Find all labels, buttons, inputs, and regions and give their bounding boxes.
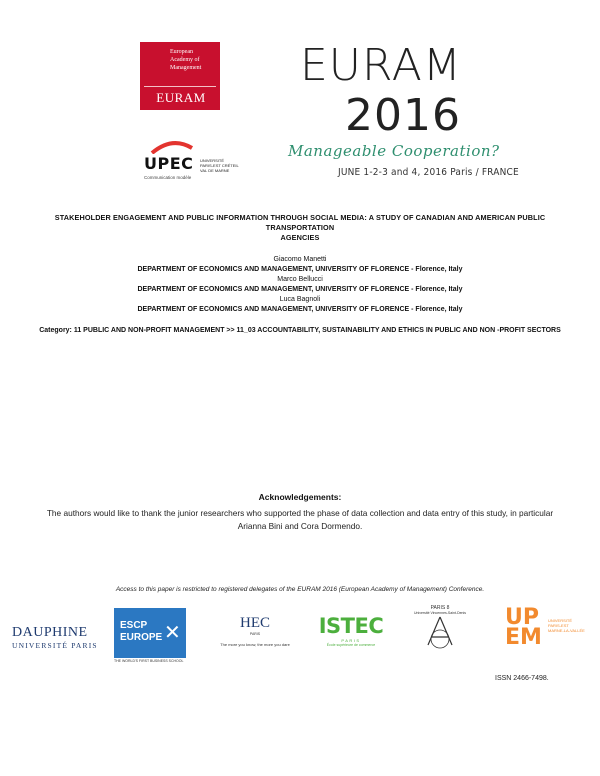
author-name: Marco Bellucci xyxy=(277,276,323,283)
upec-logo xyxy=(142,140,252,185)
author-affiliation: DEPARTMENT OF ECONOMICS AND MANAGEMENT, UNIVERSITY OF FLORENCE - Florence, Italy xyxy=(137,306,463,313)
author-affiliation: DEPARTMENT OF ECONOMICS AND MANAGEMENT, UNIVERSITY OF FLORENCE - Florence, Italy xyxy=(137,286,463,293)
author-affiliation: DEPARTMENT OF ECONOMICS AND MANAGEMENT, UNIVERSITY OF FLORENCE - Florence, Italy xyxy=(137,266,463,273)
author-name: Luca Bagnoli xyxy=(279,296,321,303)
access-note: Access to this paper is restricted to registered delegates of the EURAM 2016 (European Academy of Management) Conference. xyxy=(115,586,485,593)
acknowledgements-text: The authors would like to thank the junior researchers who supported the phase of data collection and data entry of this study, in particular Arianna Bini and Cora Dormendo. xyxy=(46,508,554,531)
upem-logo-subtitle: UNIVERSITÉ PARIS-EST MARNE-LA-VALLÉE xyxy=(548,618,585,633)
author-list xyxy=(20,255,580,315)
hec-logo: HEC PARIS The more you know, the more you dare xyxy=(220,615,290,647)
euram-logo-text: EURAM xyxy=(156,90,206,105)
author-name: Giacomo Manetti xyxy=(273,256,327,263)
paper-title: STAKEHOLDER ENGAGEMENT AND PUBLIC INFORMATION THROUGH SOCIAL MEDIA: A STUDY OF CANADIAN AND AMERICAN PUBLIC TRANSPORTATION AGENCIES xyxy=(54,213,546,242)
escp-star-icon: ✕ xyxy=(164,622,181,644)
istec-logo: ISTEC PARIS École supérieure de commerce xyxy=(318,614,384,647)
conference-dates: JUNE 1-2-3 and 4, 2016 Paris / FRANCE xyxy=(338,167,519,178)
upec-logo-text: UPEC xyxy=(144,154,194,173)
escp-logo: ESCP EUROPE ✕ xyxy=(114,608,186,658)
paper-category: Category: 11 PUBLIC AND NON-PROFIT MANAGEMENT >> 11_03 ACCOUNTABILITY, SUSTAINABILITY AND ETHICS IN PUBLIC AND NON -PROFIT SECTORS xyxy=(39,327,561,334)
euram-logo xyxy=(140,42,220,110)
escp-logo-subtitle: THE WORLD'S FIRST BUSINESS SCHOOL xyxy=(114,659,184,663)
conference-tagline: Manageable Cooperation? xyxy=(288,142,500,160)
euram-logo-subtitle: European Academy of Management xyxy=(170,49,202,71)
acknowledgements-heading: Acknowledgements: xyxy=(258,492,342,502)
paris8-emblem-icon xyxy=(420,615,460,649)
dauphine-logo: DAUPHINE UNIVERSITÉ PARIS xyxy=(12,625,98,650)
upec-logo-subtitle: UNIVERSITÉ PARIS-EST CRÉTEIL VAL DE MARNE xyxy=(200,158,239,173)
conference-year: 2016 xyxy=(345,90,461,141)
euram-logo-divider xyxy=(144,86,216,87)
issn-number: ISSN 2466-7498. xyxy=(495,675,549,682)
paris8-logo: PARIS 8 Université Vincennes-Saint-Denis xyxy=(405,605,475,654)
conference-title: EURAM xyxy=(300,40,462,91)
upem-logo: UP EM UNIVERSITÉ PARIS-EST MARNE-LA-VALLÉE xyxy=(505,608,585,648)
upec-arc-icon xyxy=(150,140,194,154)
upec-logo-tagline: Communication modèle xyxy=(144,175,192,180)
